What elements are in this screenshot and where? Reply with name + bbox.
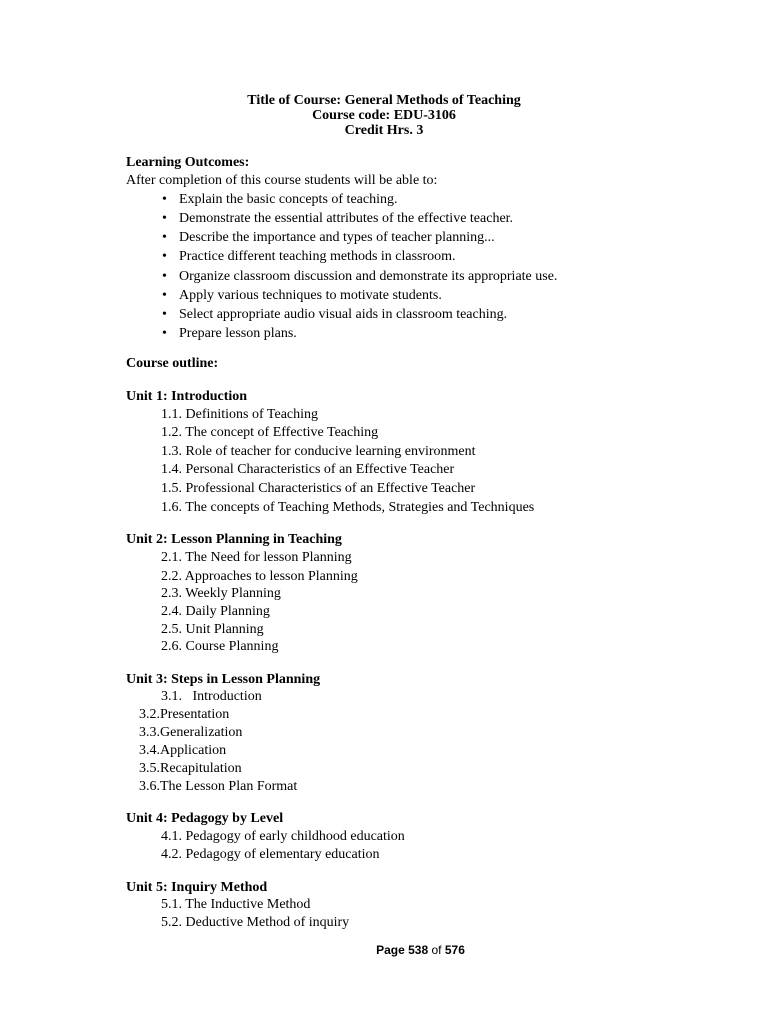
bullet-icon: • xyxy=(162,249,167,264)
unit-item: 4.1. Pedagogy of early childhood education xyxy=(161,829,405,844)
outcome-item: Explain the basic concepts of teaching. xyxy=(179,192,398,207)
unit-item: 2.4. Daily Planning xyxy=(161,604,270,619)
unit-item: 1.5. Professional Characteristics of an Effective Teacher xyxy=(161,481,476,496)
outcome-item: Organize classroom discussion and demonstrate its appropriate use. xyxy=(179,269,558,284)
bullet-icon: • xyxy=(162,230,167,245)
unit-item: 2.5. Unit Planning xyxy=(161,622,264,637)
unit-title: Unit 5: Inquiry Method xyxy=(126,880,268,895)
outcome-item: Apply various techniques to motivate students. xyxy=(179,288,442,303)
course-code: Course code: EDU-3106 xyxy=(312,108,456,123)
unit-item: 3.6.The Lesson Plan Format xyxy=(139,779,298,794)
page-number: Page 538 xyxy=(376,943,429,957)
credit-hours: Credit Hrs. 3 xyxy=(344,123,424,138)
bullet-icon: • xyxy=(162,192,167,207)
bullet-icon: • xyxy=(162,288,167,303)
unit-item: 2.1. The Need for lesson Planning xyxy=(161,550,352,565)
unit-item: 5.2. Deductive Method of inquiry xyxy=(161,915,350,930)
page-footer xyxy=(0,943,768,957)
course-title: Title of Course: General Methods of Teaching xyxy=(247,93,521,108)
unit-item: 1.2. The concept of Effective Teaching xyxy=(161,425,379,440)
outcome-item: Prepare lesson plans. xyxy=(179,326,297,341)
page-of: of xyxy=(431,943,442,957)
unit-item: 1.4. Personal Characteristics of an Effective Teacher xyxy=(161,462,455,477)
unit-item: 3.1. Introduction xyxy=(161,689,262,704)
unit-item: 3.4.Application xyxy=(139,743,227,758)
outcome-item: Practice different teaching methods in classroom. xyxy=(179,249,456,264)
unit-title: Unit 2: Lesson Planning in Teaching xyxy=(126,532,342,547)
outcome-item: Describe the importance and types of teacher planning... xyxy=(179,230,495,245)
unit-item: 5.1. The Inductive Method xyxy=(161,897,311,912)
bullet-icon: • xyxy=(162,269,167,284)
unit-item: 3.3.Generalization xyxy=(139,725,243,740)
unit-item: 3.5.Recapitulation xyxy=(139,761,242,776)
bullet-icon: • xyxy=(162,211,167,226)
unit-title: Unit 3: Steps in Lesson Planning xyxy=(126,672,321,687)
unit-item: 3.2.Presentation xyxy=(139,707,230,722)
unit-item: 2.3. Weekly Planning xyxy=(161,586,281,601)
course-outline-heading: Course outline: xyxy=(126,356,219,371)
learning-outcomes-heading: Learning Outcomes: xyxy=(126,155,250,170)
bullet-icon: • xyxy=(162,326,167,341)
page-total: 576 xyxy=(444,943,465,957)
unit-item: 4.2. Pedagogy of elementary education xyxy=(161,847,380,862)
unit-item: 1.6. The concepts of Teaching Methods, Strategies and Techniques xyxy=(161,500,535,515)
unit-title: Unit 4: Pedagogy by Level xyxy=(126,811,284,826)
outcome-item: Demonstrate the essential attributes of the effective teacher. xyxy=(179,211,514,226)
outcome-item: Select appropriate audio visual aids in classroom teaching. xyxy=(179,307,508,322)
unit-item: 2.2. Approaches to lesson Planning xyxy=(161,569,358,584)
unit-item: 2.6. Course Planning xyxy=(161,639,279,654)
bullet-icon: • xyxy=(162,307,167,322)
unit-item: 1.3. Role of teacher for conducive learning environment xyxy=(161,444,476,459)
unit-item: 1.1. Definitions of Teaching xyxy=(161,407,319,422)
learning-outcomes-intro: After completion of this course students will be able to: xyxy=(126,173,438,188)
unit-title: Unit 1: Introduction xyxy=(126,389,248,404)
